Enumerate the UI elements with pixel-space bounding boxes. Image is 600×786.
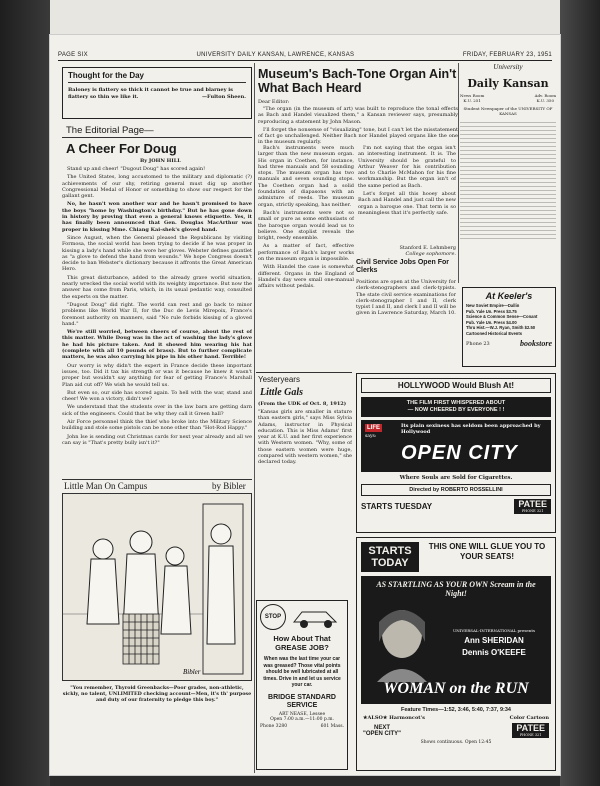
editorial-paragraph: Air Force personnel think the thief who broke into the Military Science building and stole some pistols can be none other than "Hot-Rod Happy." [62, 418, 252, 432]
museum-paragraph: As a matter of fact, effective performance of Bach's larger works on the museum organ is impossible. [258, 243, 354, 263]
adv-room-ext: K.U. 350 [536, 98, 555, 103]
editorial-paragraph: Since August, when the General pleased the Republicans by visiting Formosa, the social world has been trying to decide if he was proper in kissing a lady's hand while she wore her gloves. Webster defines gauntlet as "a glove to defend the hand from wounds." We hope Congress doesn't decide to ban Webster's dictionary because it affronts the Great American Hero. [62, 234, 252, 273]
editorial-paragraph: "Dugout Doug" did right. The world can rest and go back to minor problems like World War II, for the Duc de Levis Mirepoix, France's foremost authority on manners, said "No rule forbids kissing of a gloved hand." [62, 301, 252, 327]
museum-paragraph: "The organ (in the museum of art) was built to reproduce the tonal effects as Bach and Handel visualized them," a Kansan reviewer says, presumably reproducing a statement by John Mason. [258, 106, 458, 125]
museum-salutation: Dear Editor: [258, 99, 290, 105]
editorial-paragraph: Our worry is why didn't the expert in France decide these important issues, too. Did it tax his strength or was it because he knew it wasn't proper but wouldn't say anything for fear of getting France's Marshall Plan aid cut off? We wish he would tell us. [62, 362, 252, 388]
column-rule [458, 63, 459, 283]
scan-margin-top [0, 0, 600, 35]
woman-on-the-run-ad [356, 537, 556, 771]
open-city-title: OPEN CITY [401, 442, 518, 464]
car-icon [290, 604, 342, 630]
director-credit: Directed by ROBERTO ROSSELLINI [361, 484, 551, 496]
keelers-line: Pub. Yale Un. Press $3.75 [466, 308, 517, 314]
film-cheered-line: — NOW CHEERED BY EVERYONE ! ! [407, 407, 505, 413]
keelers-title: At Keeler's [485, 291, 533, 301]
paper-name: UNIVERSITY DAILY KANSAN, LAWRENCE, KANSAS [196, 51, 355, 58]
patee-logo-2: PATEE [516, 723, 545, 733]
staff-listing [460, 119, 556, 239]
also-showing: ★ALSO★ Harmoncot's [363, 715, 425, 721]
museum-column-2 [358, 145, 456, 245]
shows-continuous: Shows continuous. Open 12:45 [420, 740, 492, 745]
thought-author: —Fulton Sheen. [201, 94, 246, 100]
divider [256, 372, 352, 373]
starts-tuesday: STARTS TUESDAY [361, 502, 433, 511]
page-header [58, 49, 552, 61]
bridge-standard-ad [256, 600, 348, 770]
cartoon-illustration [62, 493, 252, 681]
actress-portrait [367, 602, 437, 682]
kansan-logo: Daily Kansan [467, 77, 549, 90]
star-1: Ann SHERIDAN [464, 636, 524, 645]
museum-signoff [390, 245, 456, 258]
keelers-line: New Soviet Empire—Dallin [466, 303, 520, 308]
museum-paragraph: Let's forget all this hooey about Bach and Handel and just call the new organ a baroque one. That term is so meaningless that it's perfectly safe. [358, 191, 456, 216]
museum-paragraph: With Handel the case is somewhat different. Organs in the England of Handel's day were small one-manual affairs without pedals. [258, 264, 354, 290]
grease-phone: Phone 3280 [260, 723, 288, 729]
cartoon-drawing [63, 494, 251, 680]
startling-tagline: AS STARTLING AS YOUR OWN Scream in the Night! [376, 580, 536, 598]
editorial-section-label: The Editorial Page— [66, 125, 154, 136]
grease-business-name: BRIDGE STANDARD SERVICE [268, 693, 336, 709]
daily-kansan-masthead [460, 63, 556, 239]
patee-phone-2: PHONE 321 [519, 733, 542, 737]
scan-margin-right [560, 0, 600, 786]
issue-date: FRIDAY, FEBRUARY 23, 1951 [462, 51, 552, 58]
patee-phone: PHONE 321 [521, 509, 544, 513]
museum-paragraph: I'm not saying that the organ isn't an interesting instrument. It is. The University should be grateful to Arthur Weaver for his contribution and to Charlie McMahon for his fine workmanship. But the organ isn't of the same period as Bach. [358, 145, 456, 189]
woman-on-the-run-title: WOMAN on the RUN [383, 680, 529, 697]
poster-art [361, 576, 551, 704]
open-city-ad [356, 373, 556, 533]
star-2: Dennis O'KEEFE [462, 648, 526, 657]
keelers-tag: bookstore [520, 339, 552, 348]
hollywood-blush: HOLLYWOOD Would Blush At! [361, 378, 551, 393]
thought-text: Baloney is flattery so thick it cannot be true and blarney is flattery so thin we like it. [68, 87, 233, 100]
editorial-paragraph: But even so, our side has scored again. To hell with the war, stand and cheer! We won a victory, didn't we? [62, 389, 252, 403]
column-rule [254, 63, 255, 773]
life-tag: LIFE [367, 425, 380, 431]
patee-logo: PATEE [518, 499, 547, 509]
yesteryears-body: "Kansas girls are smaller in stature than eastern girls," says Miss Sylvia Adams, instructor in Physical education. This is Miss Adams' first year at K.U. and her first experience with Western women. "Why, some of those eastern women were huge, compared with western women," she declared today. [258, 409, 352, 466]
keelers-bookstore-ad [462, 287, 556, 367]
editorial-paragraph: Stand up and cheer! "Dugout Doug" has scored again! [67, 166, 206, 172]
editorial-body [62, 166, 252, 476]
editorial-title: A Cheer For Doug [66, 141, 177, 156]
civil-service-headline: Civil Service Jobs Open For Clerks [356, 259, 449, 274]
page-number: PAGE SIX [58, 51, 88, 58]
museum-paragraph: Bach's instruments were much larger than the new museum organ. His organ in Coethen, for instance, had three manuals and 58 sounding stops. The museum organ has two manuals and seven sounding stops. The Coethen organ had a solid foundation of diapasons with an admixture of reeds. The museum organ, strictly speaking, has neither. [258, 145, 354, 208]
editorial-paragraph: We understand that the students over in the law barn are getting darn sick of the engineers. Could that be why they call it Green hall? [62, 404, 252, 417]
news-room-label: News Room [460, 93, 485, 98]
next-label: NEXT [374, 724, 391, 731]
divider [62, 479, 252, 480]
thought-for-day-box [62, 67, 252, 119]
yesteryears-source: (From the UDK of Oct. 8, 1912) [258, 401, 347, 407]
editorial-paragraph: We're still worried, between cheers of course, about the rest of this matter. While Doug was in the act of washing the lady's glove he had his picture taken. And it showed him wearing his hat (complete with all 10 pounds of brass). But to further complicate matters, he was also carrying his pipe in his other hand. Terrible! [62, 329, 252, 361]
adv-room-label: Adv. Room [534, 93, 556, 98]
editorial-paragraph: This great disturbance, added to the already grave world situation, nearly wrecked the social world with its weighty importance. But now the answer has come from Paris, which, in its usual pedantic way, consulted the experts on the matter. [62, 274, 252, 300]
feature-times: Feature Times—1:52, 3:46, 5:40, 7:37, 9:34 [401, 707, 511, 713]
editorial-paragraph: John Ise is sending out Christmas cards for next year already and all we can say is "That's pretty bully isn't it?" [62, 433, 252, 446]
keelers-phone: Phone 23 [466, 340, 490, 347]
cartoon-caption: "You remember, Thyroid Greenbacks—Poor grades, non-athletic, sickly, no talent, UNLIMITED checking account—Men, it's th' purpose and duty of our fraternity to pledge this boy." [62, 685, 252, 703]
keelers-line: Cartooned Historical Events [466, 330, 523, 336]
grease-hours: Open 7:00 a.m.—11:00 p.m. [270, 716, 334, 722]
editorial-paragraph: No, he hasn't won another war and he hasn't promised to have the boys "home by Washington's birthday." But he has gone down in history by proving that even a general knows etiquette. Yes, it has finally been announced that Gen. Douglas MacArthur was proper in kissing Mme. Chiang Kai-shek's gloved hand. [62, 201, 252, 233]
life-says: says: [365, 434, 377, 439]
stop-sign-icon: STOP [260, 604, 286, 630]
keelers-line: Thru Hist.—W.J. Ryan, Smith $2.50 [466, 325, 536, 330]
grease-street: 601 Mass. [320, 723, 344, 729]
news-room-ext: K.U. 251 [463, 98, 481, 103]
cartoon-author: by Bibler [212, 481, 246, 491]
film-first-line: THE FILM FIRST WHISPERED ABOUT [406, 400, 506, 406]
next-title: "OPEN CITY" [363, 730, 402, 737]
open-city-banner [361, 420, 551, 472]
signoff-name: Stanford E. Lehmberg [399, 245, 456, 251]
color-cartoon: Color Cartoon [509, 715, 549, 721]
grease-question: How About That GREASE JOB? [273, 634, 331, 652]
kansan-tag: University [493, 63, 523, 71]
glue-tagline: THIS ONE WILL GLUE YOU TO YOUR SEATS! [428, 542, 546, 561]
museum-paragraph: I'll forget the nonsense of "visualizing" tone, but I can't let the misstatement of fact go unchallenged. Neither Bach nor Handel played organs like the one in the museum regularly. [258, 126, 458, 144]
civil-service-body: Positions are open at the University for clerk-stenographers and clerk-typists. The state civil service examinations for clerk-stenographer I and II, clerk typist I and II, and clerk I and II will be given in Lawrence Saturday, March 10. [356, 279, 456, 317]
where-souls: Where Souls are Sold for Cigarettes. [399, 475, 513, 481]
grease-address: ART NEASE, Lessee [278, 711, 326, 717]
thought-title: Thought for the Day [68, 71, 246, 83]
museum-column-1 [258, 145, 354, 373]
universal-presents: UNIVERSAL-INTERNATIONAL presents [452, 628, 536, 633]
editorial-byline: By JOHN HILL [140, 158, 181, 164]
yesteryears-subtitle: Little Gals [260, 387, 304, 398]
starts-today: STARTS TODAY [361, 542, 419, 572]
kansan-desc: Student Newspaper of the UNIVERSITY OF KANSAS [463, 106, 553, 116]
museum-paragraph: Bach's instruments were not so small or pure as some enthusiasts of the baroque organ would lead us to believe. One stoplist reveals the bright, reedy ensemble. [258, 209, 354, 242]
life-quote: Its plain sexiness has seldom been approached by Hollywood [401, 423, 541, 435]
scan-binding-left [0, 0, 50, 786]
divider [62, 137, 252, 138]
newspaper-page [50, 35, 560, 775]
grease-text: When was the last time your car was greased? Those vital points should be well lubricated at all times. Drive in and let us service your car. [263, 656, 341, 688]
cartoon-title: Little Man On Campus [64, 481, 148, 491]
museum-intro [258, 106, 458, 144]
keelers-line: Science & Common Sense—Conant [466, 314, 538, 319]
yesteryears-title: Yesteryears [258, 375, 300, 384]
signoff-title: College sophomore. [405, 251, 456, 258]
cartoon-signature: Bibler [183, 668, 201, 676]
museum-headline: Museum's Bach-Tone Organ Ain't What Bach Heard [258, 67, 457, 95]
editorial-paragraph: The United States, long accustomed to the military and diplomatic (?) achievements of our shy, retiring general must dig up another Congressional Medal of Honor or something to show our respect for the gallant gent. [62, 174, 252, 200]
keelers-line: Pub. Yale Un. Press $4.00 [466, 319, 517, 325]
